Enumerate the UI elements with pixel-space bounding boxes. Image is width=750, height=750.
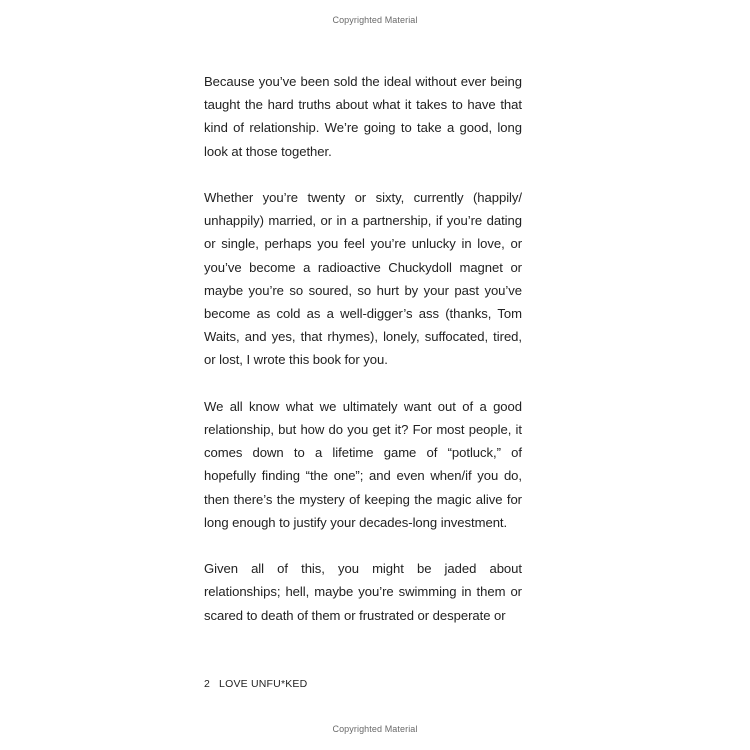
body-text	[204, 70, 522, 627]
page-number: 2	[204, 678, 211, 690]
page-footer	[204, 678, 307, 690]
paragraph: Given all of this, you might be jaded about relationships; hell, maybe you’re swimming in them or scared to death of them or frustrated or desperate or	[204, 561, 522, 623]
copyright-notice-top: Copyrighted Material	[332, 15, 418, 25]
paragraph: Whether you’re twenty or sixty, currently (happily/ unhappily) married, or in a partnership, if you’re dating or single, perhaps you feel you’re unlucky in love, or you’ve become a radioactive Chuckydoll magnet or maybe you’re so soured, so hurt by your past you’ve become as cold as a well-digger’s ass (thanks, Tom Waits, and yes, that rhymes), lonely, suffocated, tired, or lost, I wrote this book for you.	[204, 190, 522, 368]
copyright-notice-bottom: Copyrighted Material	[332, 724, 418, 734]
running-title: LOVE UNFU*KED	[219, 678, 308, 690]
paragraph: Because you’ve been sold the ideal without ever being taught the hard truths about what it takes to have that kind of relationship. We’re going to take a good, long look at those together.	[204, 74, 522, 159]
paragraph: We all know what we ultimately want out of a good relationship, but how do you get it? For most people, it comes down to a lifetime game of “potluck,” of hopefully finding “the one”; and even when/if you do, then there’s the mystery of keeping the magic alive for long enough to justify your decades-long investment.	[204, 398, 522, 530]
